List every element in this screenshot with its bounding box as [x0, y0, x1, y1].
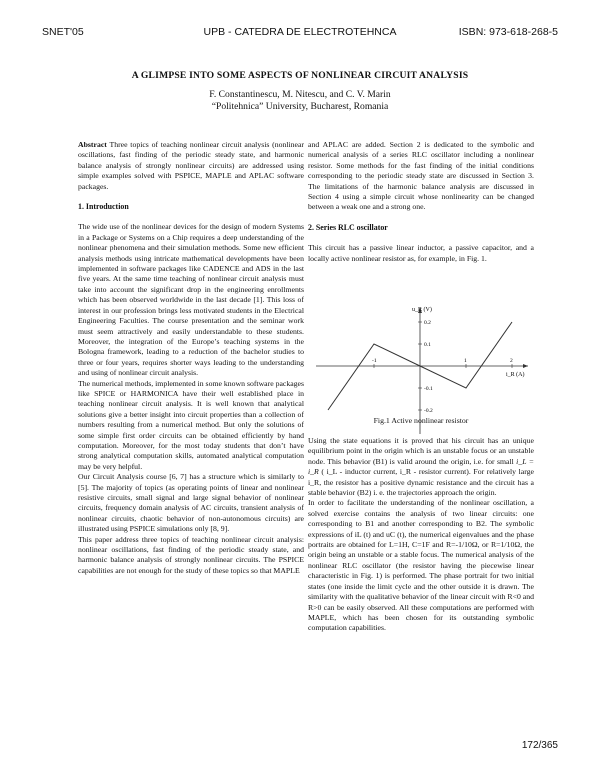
intro-paragraph-1: The wide use of the nonlinear devices for the design of modern Systems in a Package or Systems on a Chip requires a deep understanding of the nonlinear phenomena and their simulation methods. Some new efficient analysis methods using intricate mathematical developments have been implemented in software packages like CADENCE and ADS in the last five years. At the same time teaching of nonlinear circuit analysis must take into account the significant drop in the engineering enrollments which has been observed worldwide in the last decade [1]. This loss of interest in our profession brings less motivated students in the Electrical Engineering Faculties. The course presentation and the seminar work must seem attractively and easily understandable to these students. Moreover, the integration of the Europe’s teaching systems in the Bologna framework, leading to a reduction of the bachelor studies to three or four years, requires shorter ways leading to the understanding and using of nonlinear circuit analysis.: [78, 222, 304, 378]
y-axis-label: u_R (V): [412, 307, 432, 313]
math-il-ir: i_L = i_R: [308, 456, 535, 477]
paper-authors: F. Constantinescu, M. Nitescu, and C. V. Marin: [209, 89, 391, 100]
x-tick-label: 1: [464, 358, 467, 364]
section-2-paragraph-2a: Using the state equations it is proved that his circuit has an unique equilibrium point in the origin which is an unstable focus or an unstable node. This behavior (B1) is valid around the origin, i.e. for small: [308, 436, 534, 466]
header-left: SNET'05: [42, 26, 84, 38]
abstract-label: Abstract: [78, 140, 107, 149]
abstract-text: Three topics of teaching nonlinear circuit analysis (nonlinear oscillations, fast finding of the periodic steady state, and harmonic balance analysis of strongly nonlinear circuits) are addressed using simple examples solved with PSPICE, MAPLE and APLAC software packages.: [78, 140, 304, 191]
x-axis-label: i_R (A): [506, 372, 525, 378]
right-column: [308, 140, 534, 264]
header-right: ISBN: 973-618-268-5: [458, 26, 558, 38]
paper-title: A GLIMPSE INTO SOME ASPECTS OF NONLINEAR CIRCUIT ANALYSIS: [131, 70, 469, 81]
section-2-paragraph-1: This circuit has a passive linear inductor, a passive capacitor, and a locally active nonlinear resistor as, for example, in Fig. 1.: [308, 243, 534, 263]
page-number: 172/365: [521, 740, 558, 751]
intro-paragraph-4: This paper address three topics of teaching nonlinear circuit analysis: nonlinear oscillations, fast finding of the periodic steady state, and harmonic balance analysis of strongly nonlinear circuits. The PSPICE capabilities are not enough for the study of these topics so that MAPLE: [78, 534, 304, 575]
header-center: UPB - CATEDRA DE ELECTROTEHNCA: [203, 26, 397, 38]
x-tick-label: -1: [372, 358, 377, 364]
x-axis-arrow: [523, 364, 528, 368]
paper-affiliation: “Politehnica” University, Bucharest, Romania: [211, 101, 389, 112]
left-column: [78, 140, 304, 576]
section-1-continued: and APLAC are added. Section 2 is dedicated to the symbolic and numerical analysis of a series RLC oscillator including a nonlinear resistor. Some methods for the fast finding of the initial conditions corresponding to the periodic steady state are discussed in Section 3. The limitations of the harmonic balance analysis are discussed in Section 4 using a simple circuit whose nonlinearity can be changed between a weak one and a strong one.: [308, 140, 534, 212]
section-2-heading: 2. Series RLC oscillator: [308, 222, 388, 232]
abstract: [78, 140, 304, 192]
intro-paragraph-3: Our Circuit Analysis course [6, 7] has a structure which is similarly to [5]. The majority of topics (as operating points of linear and nonlinear resistive circuits, small signal and large signal behavior of nonlinear circuits, frequency domain analysis of AC circuits, transient analysis of nonlinear circuits, chaotic behavior of non-autonomous circuits) are illustrated using PSPICE simulations only [8, 9].: [78, 472, 304, 534]
y-tick-label: 0.1: [424, 342, 431, 348]
right-column-lower: [308, 436, 534, 634]
figure-1-caption: Fig.1 Active nonlinear resistor: [373, 416, 469, 425]
y-tick-label: -0.1: [424, 386, 433, 392]
section-1-heading: 1. Introduction: [78, 202, 129, 212]
x-tick-label: 2: [510, 358, 513, 364]
intro-paragraph-2: The numerical methods, implemented in some known software packages like SPICE or HARMONICA have their well established place in teaching nonlinear circuit analysis. It is well known that analytical solutions give a better insight into circuit properties than a collection of numbers resulting from a numerical method. But only the solutions of some simple first order circuits can be obtained efficiently by hand computation. Moreover, for the most today students that don’t have strong analytical computation skills, automated analytical computation may be very helpful.: [78, 378, 304, 471]
y-tick-label: -0.2: [424, 408, 433, 414]
section-2-paragraph-2b: ( i_L - inductor current, i_R - resistor current). For relatively large i_R, the resistor has a positive dynamic resistance and the circuit has a stable behavior (B2) i. e. the trajectories approach the origin.: [308, 467, 534, 498]
y-tick-label: 0.2: [424, 320, 431, 326]
page-header: [42, 26, 558, 40]
section-2-paragraph-3: In order to facilitate the understanding of the nonlinear oscillation, a solved exercise contains the analysis of two linear circuits: one corresponding to B1 and another corresponding to B2. The symbolic expressions of iL (t) and uC (t), the numerical eigenvalues and the phase portraits are obtained for L=1H, C=1F and R=-1/10Ω, or R=1/10Ω, the origin being an unstable or a stable focus. The numerical analysis of the nonlinear RLC oscillator (the resistor having the piecewise linear characteristic in Fig. 1) is performed. The phase portrait for two initial states (one inside the limit cycle and the other outside it is drawn. The similarity with the qualitative behavior of the linear circuit with R<0 and R>0 can be easily observed. All these computations are performed with MAPLE, which has been chosen for its outstanding symbolic computation capabilities.: [308, 498, 534, 633]
section-2-paragraph-2: [308, 436, 534, 498]
